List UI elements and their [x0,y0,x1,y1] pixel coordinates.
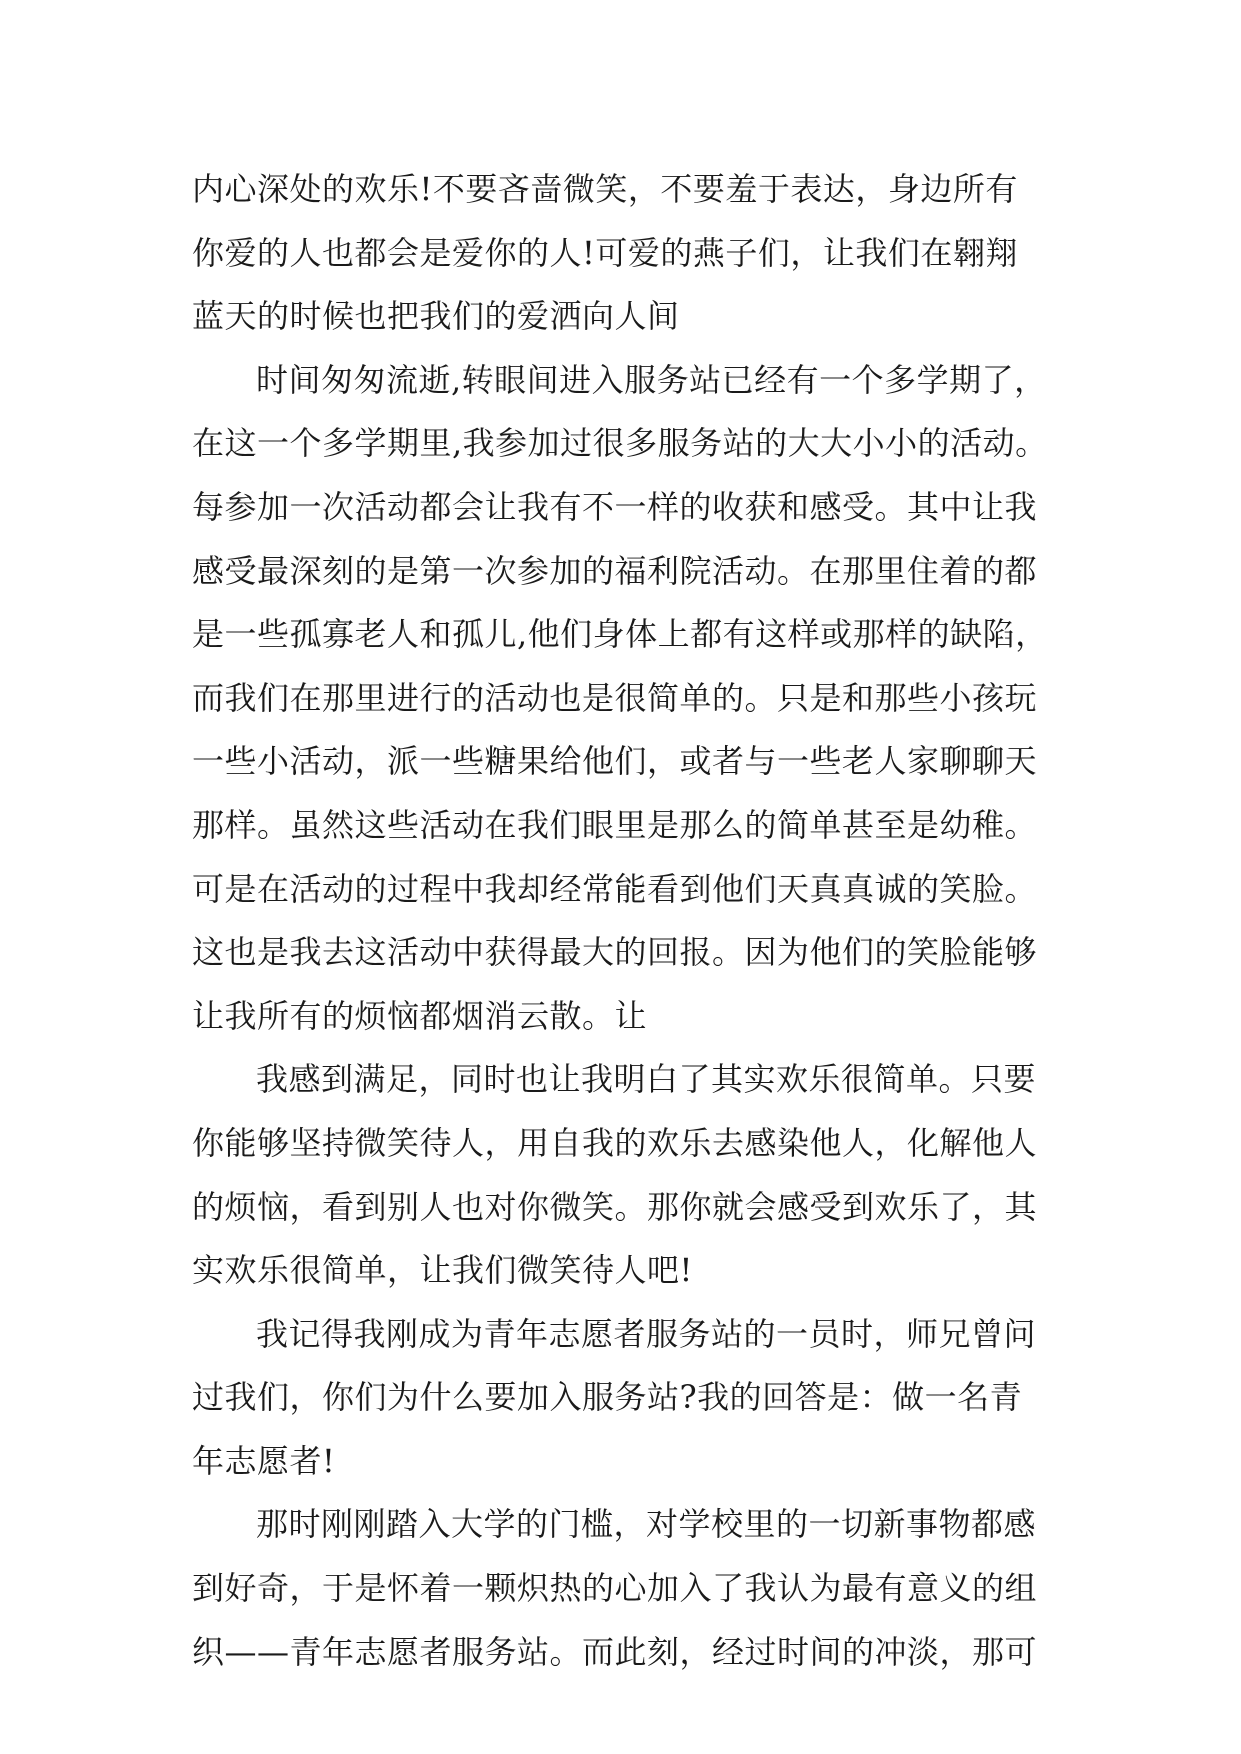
text-line: 每参加一次活动都会让我有不一样的收获和感受。其中让我 [192,487,1038,526]
text-line: 而我们在那里进行的活动也是很简单的。只是和那些小孩玩 [192,678,1038,717]
text-line: 那样。虽然这些活动在我们眼里是那么的简单甚至是幼稚。 [192,805,1038,844]
text-line: 织——青年志愿者服务站。而此刻，经过时间的冲淡，那可 [192,1632,1038,1671]
paragraph-first-line: 那时刚刚踏入大学的门槛，对学校里的一切新事物都感 [256,1505,1037,1544]
text-line: 你爱的人也都会是爱你的人!可爱的燕子们，让我们在翱翔 [192,233,1018,272]
text-line: 可是在活动的过程中我却经常能看到他们天真真诚的笑脸。 [192,869,1038,908]
text-line: 过我们，你们为什么要加入服务站?我的回答是：做一名青 [192,1378,1023,1417]
body-text [192,158,1052,1684]
text-line: 你能够坚持微笑待人，用自我的欢乐去感染他人，化解他人 [192,1123,1038,1162]
text-line: 让我所有的烦恼都烟消云散。让 [192,996,648,1035]
paragraph-first-line: 我感到满足，同时也让我明白了其实欢乐很简单。只要 [256,1060,1037,1099]
text-line: 一些小活动，派一些糖果给他们，或者与一些老人家聊聊天 [192,742,1038,781]
text-line: 在这一个多学期里,我参加过很多服务站的大大小小的活动。 [192,424,1048,463]
text-line: 内心深处的欢乐!不要吝啬微笑，不要羞于表达，身边所有 [192,170,1018,208]
paragraph-first-line: 时间匆匆流逝,转眼间进入服务站已经有一个多学期了， [256,360,1047,399]
text-line: 这也是我去这活动中获得最大的回报。因为他们的笑脸能够 [192,933,1038,972]
text-line: 到好奇，于是怀着一颗炽热的心加入了我认为最有意义的组 [192,1569,1038,1608]
text-line: 实欢乐很简单，让我们微笑待人吧! [192,1251,693,1290]
text-line: 的烦恼，看到别人也对你微笑。那你就会感受到欢乐了，其 [192,1187,1038,1226]
text-line: 感受最深刻的是第一次参加的福利院活动。在那里住着的都 [192,551,1038,590]
text-line: 是一些孤寡老人和孤儿,他们身体上都有这样或那样的缺陷， [192,615,1048,654]
paragraph-first-line: 我记得我刚成为青年志愿者服务站的一员时，师兄曾问 [256,1314,1037,1353]
text-line: 蓝天的时候也把我们的爱洒向人间 [192,297,680,336]
text-line: 年志愿者! [192,1441,336,1480]
